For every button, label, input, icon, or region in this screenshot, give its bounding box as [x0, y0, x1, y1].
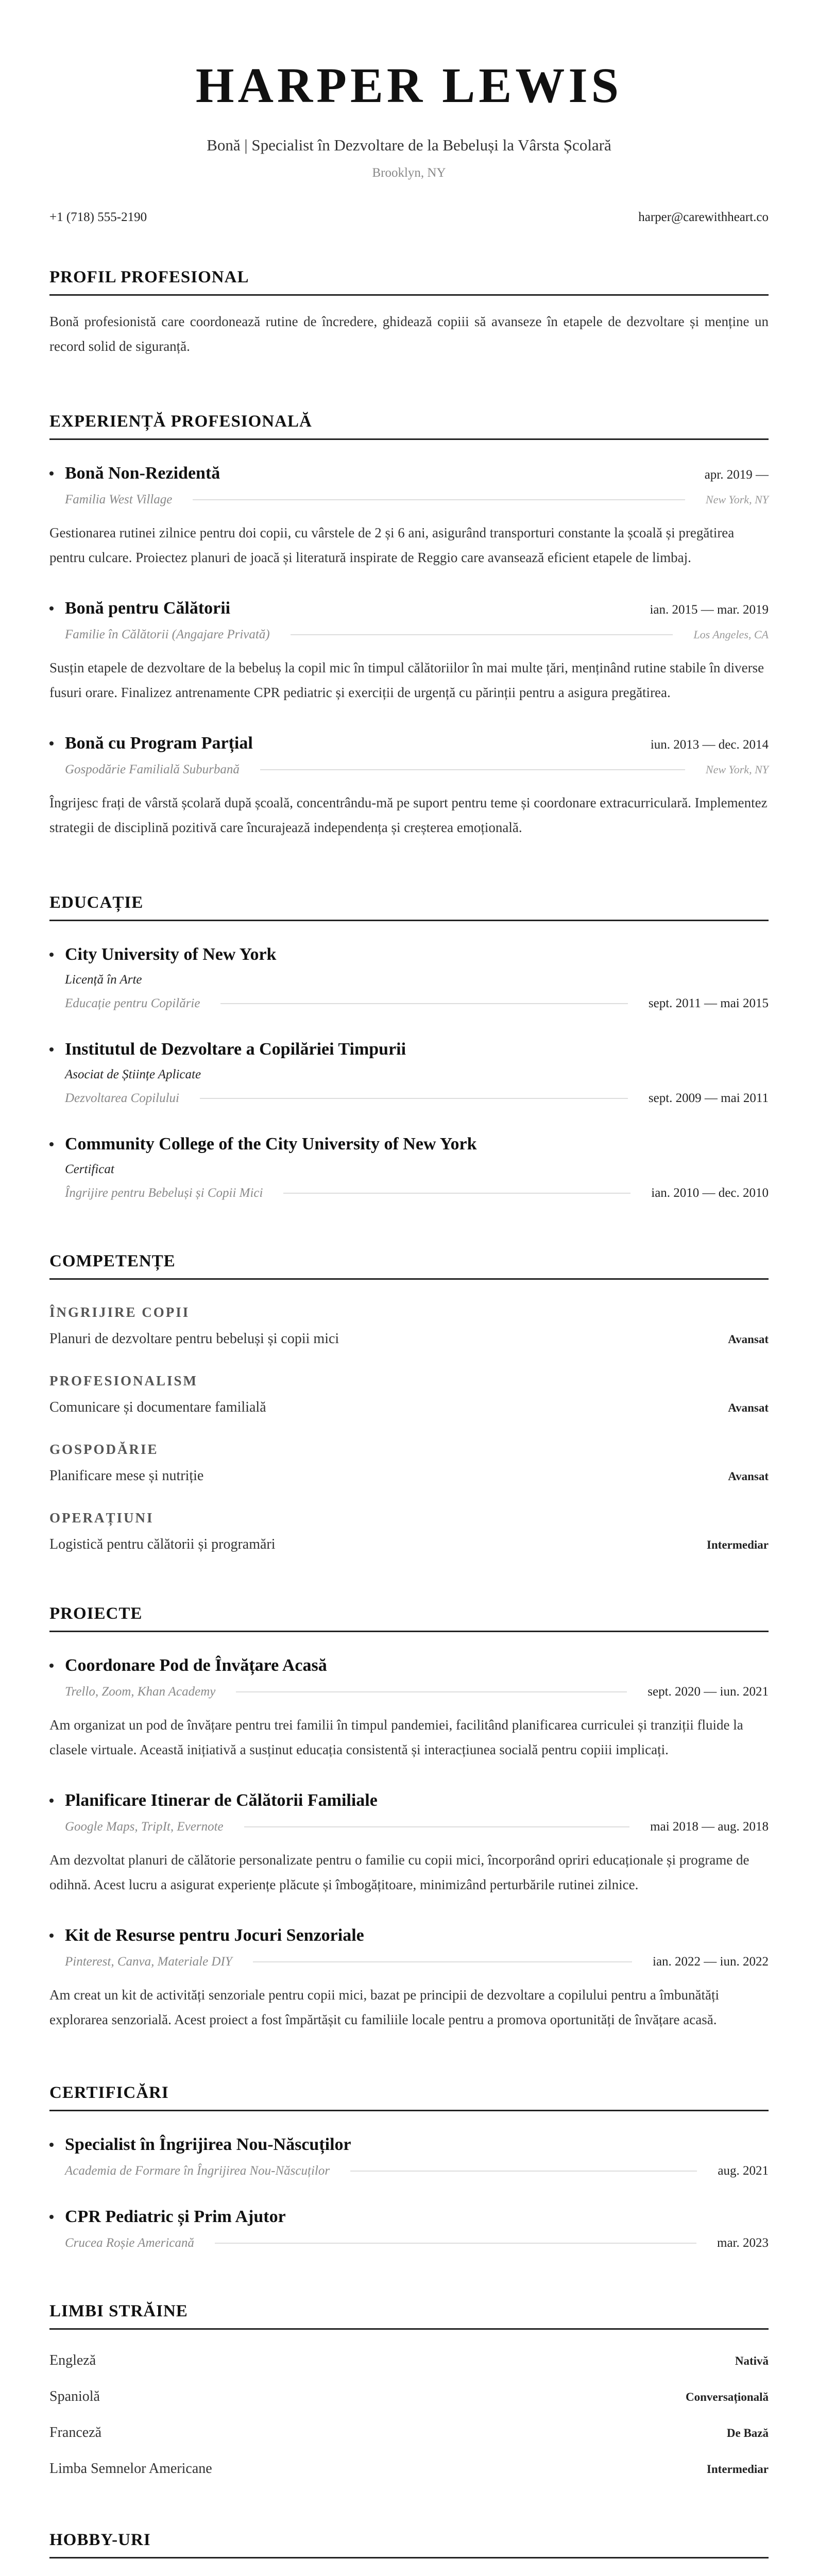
skill-category: GOSPODĂRIE	[49, 1442, 159, 1457]
language-level: Nativă	[735, 2354, 769, 2367]
job-description: Îngrijesc frați de vârstă școlară după școală, concentrându-mă pe suport pentru teme și coordonare extracurriculară. Implementez strategii de disciplină pozitivă care încurajează independența și creșterea emoțională.	[49, 795, 768, 835]
section-title: PROIECTE	[49, 1604, 769, 1632]
section-title: PROFIL PROFESIONAL	[49, 268, 769, 296]
skill-name: Planificare mese și nutriție	[49, 1468, 204, 1484]
project-tools: Trello, Zoom, Khan Academy	[65, 1685, 216, 1699]
project-date: ian. 2022 — iun. 2022	[653, 1955, 769, 1969]
project-tools: Pinterest, Canva, Materiale DIY	[65, 1955, 232, 1969]
degree: Licență în Arte	[65, 973, 142, 987]
education-item	[49, 945, 769, 1011]
language-name: Franceză	[49, 2425, 102, 2441]
field-of-study: Educație pentru Copilărie	[65, 996, 200, 1010]
divider	[253, 1961, 632, 1962]
profile-text: Bonă profesionistă care coordonează rutine de încredere, ghidează copiii să avanseze în etapele de dezvoltare și menține un record solid de siguranță.	[49, 314, 769, 354]
candidate-name: HARPER LEWIS	[195, 58, 623, 113]
language-level: Intermediar	[706, 2463, 769, 2476]
skill-level: Avansat	[728, 1470, 769, 1483]
education-section	[49, 893, 769, 1200]
certification-issuer: Crucea Roșie Americană	[65, 2236, 194, 2250]
job-role: Bonă pentru Călătorii	[49, 599, 230, 618]
experience-item	[49, 734, 769, 840]
section-title: CERTIFICĂRI	[49, 2083, 769, 2111]
experience-item	[49, 599, 769, 705]
project-description: Am dezvoltat planuri de călătorie personalizate pentru o familie cu copii mici, încorporând opriri educaționale și programe de odihnă. Acest lucru a asigurat experiențe plăcute și îmbogățitoare, minimizând perturbările rutinei zilnice.	[49, 1852, 749, 1892]
phone: +1 (718) 555-2190	[49, 210, 147, 224]
project-item	[49, 1926, 769, 2032]
education-item	[49, 1040, 769, 1106]
skill-category: PROFESIONALISM	[49, 1373, 198, 1388]
email: harper@carewithheart.co	[638, 210, 769, 224]
languages-section	[49, 2302, 769, 2477]
divider	[291, 634, 673, 635]
certification-date: aug. 2021	[718, 2164, 769, 2178]
section-title: HOBBY-URI	[49, 2531, 769, 2558]
resume-header	[49, 58, 769, 225]
degree: Certificat	[65, 1162, 114, 1176]
language-row	[49, 2388, 769, 2405]
language-row	[49, 2425, 769, 2441]
skill-name: Comunicare și documentare familială	[49, 1399, 266, 1415]
project-name: Planificare Itinerar de Călătorii Familiale	[49, 1791, 378, 1810]
language-level: De Bază	[726, 2427, 769, 2439]
skills-section	[49, 1252, 769, 1553]
education-date: sept. 2009 — mai 2011	[648, 1091, 769, 1105]
certification-name: CPR Pediatric și Prim Ajutor	[49, 2207, 286, 2227]
project-date: mai 2018 — aug. 2018	[650, 1820, 769, 1834]
job-role: Bonă cu Program Parțial	[49, 734, 253, 753]
certification-date: mar. 2023	[717, 2236, 769, 2250]
certification-item	[49, 2207, 769, 2250]
hobbies-section	[49, 2531, 769, 2576]
skill-group	[49, 1304, 769, 1347]
project-name: Coordonare Pod de Învățare Acasă	[49, 1656, 327, 1675]
language-row	[49, 2352, 769, 2369]
skill-name: Planuri de dezvoltare pentru bebeluși și copii mici	[49, 1331, 339, 1347]
certification-item	[49, 2135, 769, 2178]
skill-group	[49, 1510, 769, 1553]
job-org: Gospodărie Familială Suburbană	[65, 762, 240, 776]
language-name: Engleză	[49, 2352, 96, 2368]
skill-name: Logistică pentru călătorii și programări	[49, 1536, 276, 1552]
divider	[244, 1826, 630, 1827]
divider	[350, 2171, 697, 2172]
project-description: Am creat un kit de activități senzoriale pentru copii mici, bazat pe principii de dezvoltare a copilului pentru a îmbunătăți explorarea senzorială. Acest proiect a fost împărtășit cu familiile locale pentru a promova oportunități de învățare acasă.	[49, 1987, 720, 2027]
section-title: EDUCAȚIE	[49, 893, 769, 921]
language-row	[49, 2461, 769, 2477]
language-level: Conversațională	[686, 2391, 769, 2403]
job-location: New York, NY	[705, 493, 769, 506]
project-tools: Google Maps, TripIt, Evernote	[65, 1820, 224, 1834]
skill-level: Avansat	[728, 1401, 769, 1414]
headline: Bonă | Specialist în Dezvoltare de la Bebeluși la Vârsta Școlară	[207, 136, 611, 154]
certifications-section	[49, 2083, 769, 2250]
education-item	[49, 1134, 769, 1200]
contact-row	[49, 210, 769, 225]
job-date: iun. 2013 — dec. 2014	[650, 738, 769, 752]
school-name: City University of New York	[49, 945, 276, 964]
job-date: ian. 2015 — mar. 2019	[650, 603, 769, 617]
experience-section	[49, 412, 769, 840]
divider	[236, 1691, 627, 1692]
profile-section	[49, 268, 769, 359]
school-name: Institutul de Dezvoltare a Copilăriei Timpurii	[49, 1040, 406, 1059]
language-name: Spaniolă	[49, 2388, 100, 2404]
job-org: Familie în Călătorii (Angajare Privată)	[65, 628, 270, 641]
projects-section	[49, 1604, 769, 2032]
project-name: Kit de Resurse pentru Jocuri Senzoriale	[49, 1926, 364, 1945]
divider	[200, 1098, 628, 1099]
project-date: sept. 2020 — iun. 2021	[647, 1685, 769, 1699]
field-of-study: Îngrijire pentru Bebeluși și Copii Mici	[65, 1186, 263, 1200]
location: Brooklyn, NY	[372, 166, 446, 180]
skill-category: OPERAȚIUNI	[49, 1510, 154, 1526]
job-description: Susțin etapele de dezvoltare de la bebeluș la copil mic în timpul călătoriilor în mai multe țări, menținând rutine stabile în diverse fusuri orare. Finalizez antrenamente CPR pediatric și exerciții de urgență cu părinții pentru a asigura pregătirea.	[49, 660, 764, 700]
degree: Asociat de Științe Aplicate	[65, 1067, 201, 1081]
experience-item	[49, 464, 769, 570]
project-item	[49, 1791, 769, 1897]
education-date: sept. 2011 — mai 2015	[648, 996, 769, 1010]
section-title: EXPERIENȚĂ PROFESIONALĂ	[49, 412, 769, 440]
skill-level: Avansat	[728, 1333, 769, 1346]
skill-level: Intermediar	[706, 1538, 769, 1551]
project-item	[49, 1656, 769, 1762]
certification-name: Specialist în Îngrijirea Nou-Născuților	[49, 2135, 351, 2155]
skill-category: ÎNGRIJIRE COPII	[49, 1304, 190, 1320]
divider	[215, 2243, 696, 2244]
job-date: apr. 2019 —	[704, 468, 769, 482]
divider	[260, 769, 685, 770]
job-location: Los Angeles, CA	[693, 628, 769, 641]
divider	[283, 1193, 630, 1194]
education-date: ian. 2010 — dec. 2010	[651, 1186, 769, 1200]
section-title: COMPETENȚE	[49, 1252, 769, 1280]
divider	[193, 499, 685, 500]
project-description: Am organizat un pod de învățare pentru trei familii în timpul pandemiei, facilitând planificarea curriculei și tranziții fluide la clasele virtuale. Această inițiativă a susținut educația consistentă și interacțiunea socială pentru copiii implicați.	[49, 1717, 743, 1757]
skill-group	[49, 1442, 769, 1484]
job-location: New York, NY	[705, 763, 769, 776]
school-name: Community College of the City University of New York	[49, 1134, 477, 1154]
field-of-study: Dezvoltarea Copilului	[65, 1091, 179, 1105]
language-name: Limba Semnelor Americane	[49, 2461, 212, 2477]
section-title: LIMBI STRĂINE	[49, 2302, 769, 2330]
job-description: Gestionarea rutinei zilnice pentru doi copii, cu vârstele de 2 și 6 ani, asigurând transporturi constante la școală și pregătirea pentru culcare. Proiectez planuri de joacă și literatură inspirate de Reggio care avansează eficient etapele de limbaj.	[49, 525, 735, 565]
job-role: Bonă Non-Rezidentă	[49, 464, 220, 483]
divider	[220, 1003, 627, 1004]
certification-issuer: Academia de Formare în Îngrijirea Nou-Născuților	[65, 2164, 330, 2178]
job-org: Familia West Village	[65, 493, 173, 506]
skill-group	[49, 1373, 769, 1416]
